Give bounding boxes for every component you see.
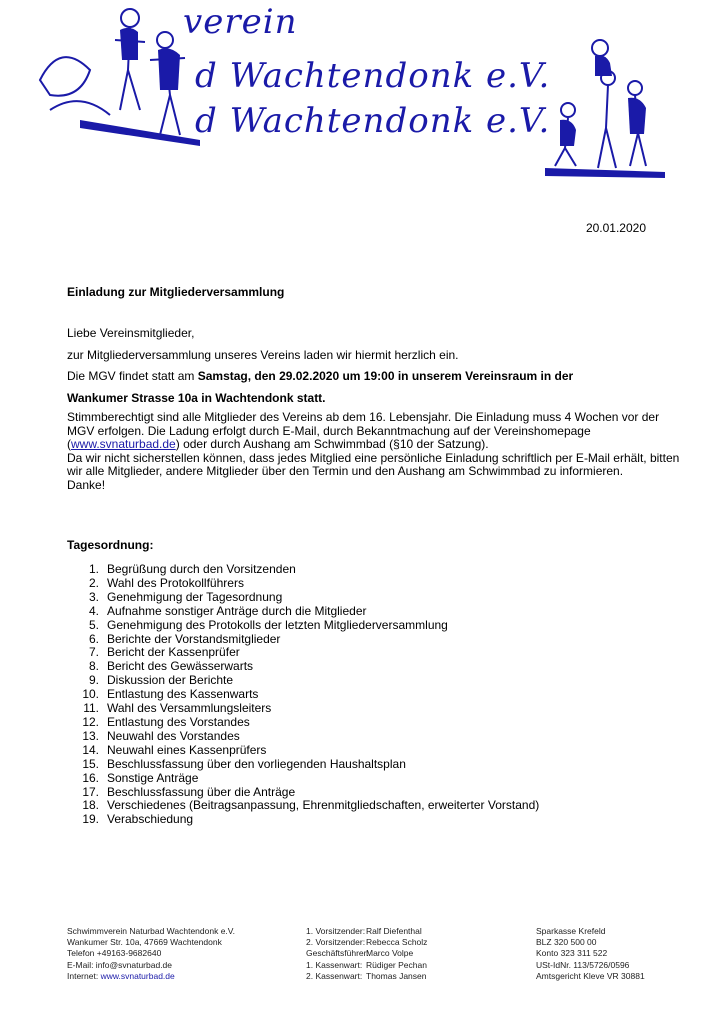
body-line: Da wir nicht sicherstellen können, dass jedes Mitglied eine persönliche Einladung schriftlich per E-Mail erhält, bitten — [67, 450, 680, 465]
agenda-item: 4. Aufnahme sonstiger Anträge durch die Mitglieder — [88, 603, 367, 618]
agenda-item: 12. Entlastung des Vorstandes — [82, 714, 250, 729]
club-name: Schwimmverein Naturbad Wachtendonk e.V. — [67, 926, 236, 936]
board-row: 1. Kassenwart: Rüdiger Pechan — [306, 959, 427, 970]
bank-line: Amtsgericht Kleve VR 30881 — [536, 970, 645, 981]
agenda-item: 7. Bericht der Kassenprüfer — [88, 645, 240, 660]
agenda-item: 3. Genehmigung der Tagesordnung — [88, 589, 283, 604]
club-phone: Telefon +49163-9682640 — [67, 948, 162, 959]
footer-board — [306, 926, 427, 982]
agenda-item: 15. Beschlussfassung über den vorliegenden Haushaltsplan — [82, 756, 406, 771]
agenda-item: 17. Beschlussfassung über die Anträge — [82, 784, 296, 799]
body-line: (www.svnaturbad.de) oder durch Aushang am Schwimmbad (§10 der Satzung). — [67, 437, 489, 451]
logo-text-line-3: d Wachtendonk e.V. — [195, 101, 551, 141]
board-row: Geschäftsführer:Marco Volpe — [306, 948, 414, 959]
body-line: MGV erfolgen. Die Ladung erfolgt durch E-Mail, durch Bekanntmachung auf der Vereinshomepage — [67, 423, 591, 438]
agenda-title: Tagesordnung: — [67, 538, 154, 552]
agenda-item: 18. Verschiedenes (Beitragsanpassung, Ehrenmitgliedschaften, erweiterter Vorstand) — [82, 798, 540, 813]
body-line: Danke! — [67, 477, 106, 492]
agenda-item: 1. Begrüßung durch den Vorsitzenden — [88, 562, 296, 576]
footer-club-info — [67, 926, 235, 982]
body-paragraph — [67, 411, 687, 492]
agenda-item: 13. Neuwahl des Vorstandes — [82, 728, 240, 743]
bank-line: USt-IdNr. 113/5726/0596 — [536, 959, 630, 970]
mgv-line-1 — [67, 369, 667, 383]
agenda-list — [67, 563, 539, 827]
document-title: Einladung zur Mitgliederversammlung — [67, 285, 285, 299]
agenda-item: 2. Wahl des Protokollführers — [88, 575, 244, 590]
document-date: 20.01.2020 — [585, 221, 646, 235]
swimmers-logo-left — [20, 0, 210, 150]
mgv-line-2: Wankumer Strasse 10a in Wachtendonk statt. — [67, 391, 326, 405]
agenda-item: 8. Bericht des Gewässerwarts — [88, 659, 254, 674]
bank-line: Sparkasse Krefeld — [536, 926, 606, 936]
board-row: 1. Vorsitzender:Ralf Diefenthal — [306, 926, 422, 936]
agenda-item: 10. Entlastung des Kassenwarts — [82, 687, 259, 702]
intro-text: zur Mitgliederversammlung unseres Vereins laden wir hiermit herzlich ein. — [67, 348, 459, 362]
bank-line: BLZ 320 500 00 — [536, 937, 597, 948]
body-line: Stimmberechtigt sind alle Mitglieder des Vereins ab dem 16. Lebensjahr. Die Einladung muss 4 Wochen vor der — [67, 410, 660, 424]
footer-website-link[interactable]: www.svnaturbad.de — [100, 970, 175, 981]
agenda-item: 6. Berichte der Vorstandsmitglieder — [88, 631, 281, 646]
mgv-prefix: Die MGV findet statt am — [67, 369, 198, 383]
logo-text-line-2: d Wachtendonk e.V. — [195, 56, 551, 96]
agenda-item: 9. Diskussion der Berichte — [88, 673, 234, 688]
club-internet: Internet: www.svnaturbad.de — [67, 970, 175, 981]
agenda-item: 5. Genehmigung des Protokolls der letzten Mitgliederversammlung — [88, 617, 448, 632]
club-address: Wankumer Str. 10a, 47669 Wachtendonk — [67, 937, 222, 948]
agenda-item: 14. Neuwahl eines Kassenprüfers — [82, 742, 267, 757]
board-row: 2. Kassenwart: Thomas Jansen — [306, 970, 427, 981]
website-link[interactable]: www.svnaturbad.de — [71, 437, 176, 451]
agenda-item: 16. Sonstige Anträge — [82, 770, 199, 785]
footer-bank-info — [536, 926, 645, 982]
logo-text-line-1: verein — [183, 2, 298, 42]
board-row: 2. Vorsitzender:Rebecca Scholz — [306, 937, 428, 948]
agenda-item: 19. Verabschiedung — [82, 812, 194, 827]
swimmers-logo-right — [540, 38, 670, 178]
bank-line: Konto 323 311 522 — [536, 948, 608, 959]
letterhead — [0, 0, 724, 190]
club-email: E-Mail: info@svnaturbad.de — [67, 959, 173, 970]
agenda-item: 11. Wahl des Versammlungsleiters — [83, 701, 272, 716]
body-line: wir alle Mitglieder, andere Mitglieder über den Termin und den Aushang am Schwimmbad zu informieren. — [67, 464, 624, 478]
mgv-date-location: Samstag, den 29.02.2020 um 19:00 in unserem Vereinsraum in der — [197, 369, 574, 383]
salutation: Liebe Vereinsmitglieder, — [67, 326, 195, 340]
